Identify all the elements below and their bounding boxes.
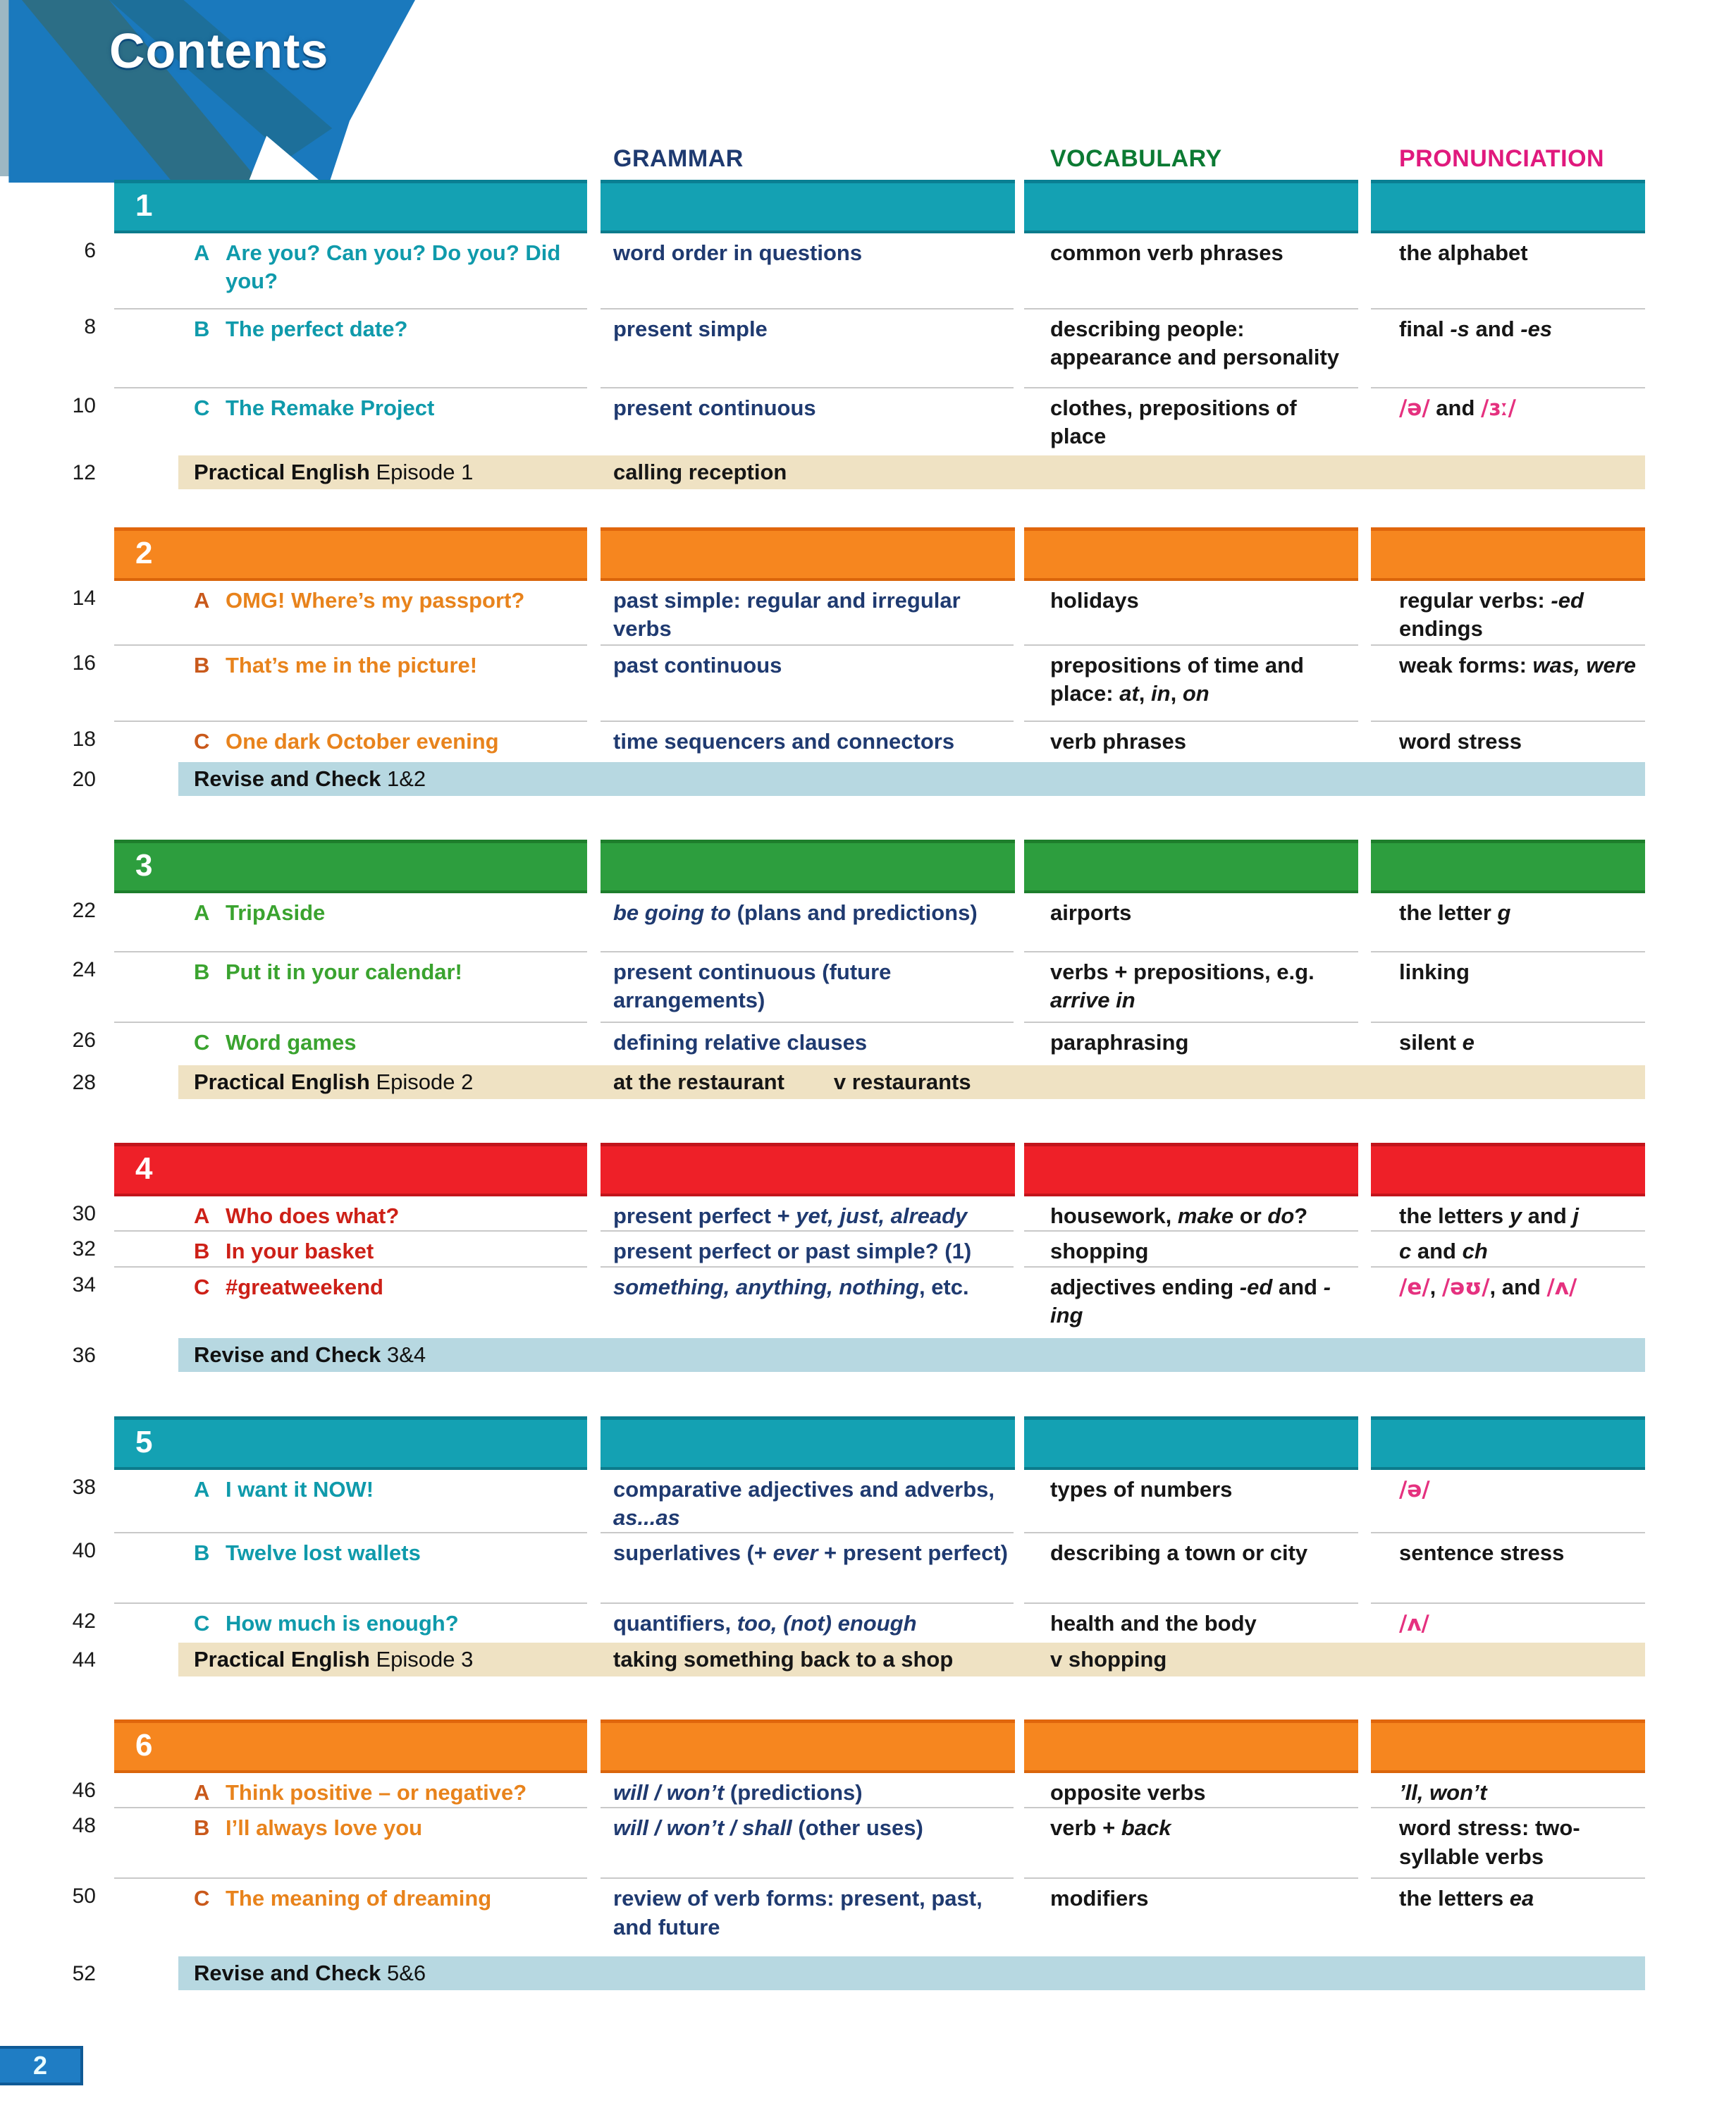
page-number: 28 xyxy=(72,1071,96,1094)
lesson-letter: A xyxy=(194,1203,210,1228)
revise-check-band xyxy=(178,1956,1645,1990)
lesson-row-1a xyxy=(42,233,1645,309)
unit-4-bar-pron-segment xyxy=(1371,1143,1645,1196)
pronunciation-cell: the letters y and j xyxy=(1371,1196,1645,1232)
lesson-row-2a xyxy=(42,581,1645,646)
lesson-title: Word games xyxy=(226,1030,357,1055)
contents-table xyxy=(42,67,1645,1990)
lesson-letter: B xyxy=(194,1239,210,1264)
pronunciation-cell: /e/, /əʊ/, and /ʌ/ xyxy=(1399,1274,1577,1300)
page-number: 14 xyxy=(72,587,96,610)
lesson-row-2c xyxy=(42,722,1645,762)
unit-1 xyxy=(42,180,1645,489)
vocabulary-cell: prepositions of time and place: at, in, on xyxy=(1024,646,1358,722)
lesson-title: OMG! Where’s my passport? xyxy=(226,588,525,613)
unit-6-bar-vocab-segment xyxy=(1024,1719,1358,1773)
lesson-letter: C xyxy=(194,729,210,754)
grammar-cell: present continuous xyxy=(613,396,816,420)
lesson-title-cell xyxy=(114,1879,587,1956)
lesson-row-5b xyxy=(42,1533,1645,1604)
page-number: 22 xyxy=(72,899,96,922)
band-label-rest: Episode 2 xyxy=(369,1069,474,1094)
lesson-letter: A xyxy=(194,1780,210,1806)
page-number: 42 xyxy=(72,1610,96,1633)
lesson-title-cell xyxy=(114,952,587,1023)
unit-1-bar-title-segment xyxy=(114,180,587,233)
page-number: 8 xyxy=(84,315,96,338)
unit-5-bar-grammar-segment xyxy=(601,1416,1015,1470)
grammar-cell: will / won’t / shall (other uses) xyxy=(601,1808,1014,1879)
lesson-title: The Remake Project xyxy=(226,396,435,420)
vocabulary-cell: adjectives ending -ed and -ing xyxy=(1050,1274,1331,1328)
lesson-row-6b xyxy=(42,1808,1645,1879)
band-grammar: at the restaurant v restaurants xyxy=(613,1069,971,1094)
revise-check-row-2 xyxy=(42,1338,1645,1372)
vocabulary-cell: verb + back xyxy=(1024,1808,1358,1879)
lesson-letter: A xyxy=(194,900,210,925)
grammar-column-header: GRAMMAR xyxy=(613,145,744,172)
band-label-rest: 5&6 xyxy=(381,1961,426,1986)
pronunciation-cell: /ʌ/ xyxy=(1399,1611,1429,1637)
lesson-row-3a xyxy=(42,893,1645,952)
lesson-row-1c xyxy=(42,388,1645,455)
lesson-title: The perfect date? xyxy=(226,317,408,341)
grammar-cell: defining relative clauses xyxy=(613,1030,868,1055)
lesson-title: Are you? Can you? Do you? Did you? xyxy=(226,240,561,294)
grammar-cell: time sequencers and connectors xyxy=(613,729,955,754)
unit-1-bar xyxy=(42,180,1645,233)
band-label-bold: Practical English xyxy=(194,1069,370,1094)
lesson-letter: A xyxy=(194,588,210,613)
pronunciation-cell: word stress: two-syllable verbs xyxy=(1371,1808,1645,1879)
vocabulary-cell: common verb phrases xyxy=(1024,233,1358,309)
pronunciation-cell: silent e xyxy=(1399,1030,1475,1055)
unit-2-bar-pron-segment xyxy=(1371,527,1645,581)
unit-3-bar-title-segment xyxy=(114,840,587,893)
band-grammar: taking something back to a shop xyxy=(613,1647,954,1672)
grammar-cell: present perfect + yet, just, already xyxy=(601,1196,1014,1232)
unit-4-bar-grammar-segment xyxy=(601,1143,1015,1196)
lesson-letter: A xyxy=(194,240,210,265)
page-number: 52 xyxy=(72,1962,96,1986)
page-number: 32 xyxy=(72,1237,96,1261)
lesson-title-cell xyxy=(114,1773,587,1808)
page-number: 6 xyxy=(84,239,96,262)
unit-4-bar-title-segment xyxy=(114,1143,587,1196)
unit-number: 4 xyxy=(135,1151,153,1186)
page-number: 24 xyxy=(72,958,96,981)
unit-5-bar-title-segment xyxy=(114,1416,587,1470)
lesson-row-6a xyxy=(42,1773,1645,1808)
lesson-row-5a xyxy=(42,1470,1645,1534)
lesson-row-5c xyxy=(42,1604,1645,1643)
practical-english-row-3 xyxy=(42,1643,1645,1676)
page-number: 20 xyxy=(72,768,96,791)
lesson-title-cell xyxy=(114,1470,587,1534)
grammar-cell: past continuous xyxy=(601,646,1014,722)
vocabulary-cell: shopping xyxy=(1024,1232,1358,1267)
unit-5-bar-pron-segment xyxy=(1371,1416,1645,1470)
lesson-title: TripAside xyxy=(226,900,326,925)
vocabulary-cell: clothes, prepositions of place xyxy=(1050,396,1297,449)
pronunciation-cell: the letter g xyxy=(1371,893,1645,952)
lesson-letter: B xyxy=(194,317,210,341)
unit-number: 6 xyxy=(135,1728,153,1763)
pronunciation-cell: /ə/ xyxy=(1371,1470,1645,1534)
unit-5-bar-vocab-segment xyxy=(1024,1416,1358,1470)
lesson-title: Twelve lost wallets xyxy=(226,1540,421,1566)
lesson-letter: C xyxy=(194,396,210,420)
page-number: 38 xyxy=(72,1475,96,1499)
unit-4-bar xyxy=(42,1143,1645,1196)
pronunciation-cell: final -s and -es xyxy=(1371,309,1645,388)
lesson-title-cell xyxy=(114,1533,587,1604)
vocabulary-cell: health and the body xyxy=(1050,1611,1257,1636)
pronunciation-cell: linking xyxy=(1371,952,1645,1023)
lesson-letter: B xyxy=(194,1815,210,1841)
unit-5 xyxy=(42,1416,1645,1677)
unit-1-bar-vocab-segment xyxy=(1024,180,1358,233)
band-label-bold: Revise and Check xyxy=(194,1961,381,1986)
page-number: 46 xyxy=(72,1779,96,1803)
pronunciation-cell: /ə/ and /ɜː/ xyxy=(1399,396,1516,421)
practical-english-row-2 xyxy=(42,1065,1645,1099)
lesson-title-cell xyxy=(114,581,587,646)
grammar-cell: will / won’t (predictions) xyxy=(601,1773,1014,1808)
page-number: 40 xyxy=(72,1539,96,1563)
page-number: 26 xyxy=(72,1029,96,1052)
lesson-title: In your basket xyxy=(226,1239,374,1264)
lesson-title: Think positive – or negative? xyxy=(226,1780,527,1806)
unit-6 xyxy=(42,1719,1645,1990)
grammar-cell: present perfect or past simple? (1) xyxy=(601,1232,1014,1267)
page-number: 34 xyxy=(72,1273,96,1296)
unit-4 xyxy=(42,1143,1645,1372)
vocabulary-cell: describing people: appearance and personality xyxy=(1024,309,1358,388)
lesson-title: Put it in your calendar! xyxy=(226,960,462,984)
pronunciation-column-header: PRONUNCIATION xyxy=(1399,145,1605,172)
band-grammar: calling reception xyxy=(613,460,787,484)
pronunciation-cell: sentence stress xyxy=(1371,1533,1645,1604)
unit-1-bar-pron-segment xyxy=(1371,180,1645,233)
revise-check-row-1 xyxy=(42,762,1645,796)
lesson-title-cell xyxy=(114,1232,587,1267)
page-number: 18 xyxy=(72,728,96,751)
vocabulary-cell: housework, make or do? xyxy=(1024,1196,1358,1232)
pronunciation-cell: the alphabet xyxy=(1371,233,1645,309)
band-label-rest: Episode 3 xyxy=(369,1647,474,1672)
lesson-title-cell xyxy=(114,1268,587,1338)
lesson-letter: C xyxy=(194,1274,210,1299)
unit-number: 3 xyxy=(135,848,153,883)
vocabulary-cell: describing a town or city xyxy=(1024,1533,1358,1604)
lesson-title: How much is enough? xyxy=(226,1611,459,1636)
band-label-bold: Revise and Check xyxy=(194,766,381,791)
unit-6-bar-title-segment xyxy=(114,1719,587,1773)
grammar-cell: present continuous (future arrangements) xyxy=(601,952,1014,1023)
grammar-cell: past simple: regular and irregular verbs xyxy=(601,581,1014,646)
lesson-letter: B xyxy=(194,1540,210,1566)
lesson-title-cell xyxy=(114,646,587,722)
lesson-row-3b xyxy=(42,952,1645,1023)
band-label-rest: 3&4 xyxy=(381,1342,426,1367)
grammar-cell: something, anything, nothing, etc. xyxy=(613,1274,969,1299)
lesson-title-cell xyxy=(114,1604,587,1643)
page-number: 36 xyxy=(72,1343,96,1367)
lesson-row-6c xyxy=(42,1879,1645,1956)
grammar-cell: superlatives (+ ever + present perfect) xyxy=(601,1533,1014,1604)
band-label-bold: Practical English xyxy=(194,460,370,484)
lesson-row-1b xyxy=(42,309,1645,388)
page-number: 30 xyxy=(72,1202,96,1225)
pronunciation-cell: ’ll, won’t xyxy=(1371,1773,1645,1808)
practical-english-band xyxy=(178,455,1645,489)
lesson-title: #greatweekend xyxy=(226,1274,383,1299)
grammar-cell: word order in questions xyxy=(601,233,1014,309)
practical-english-band xyxy=(178,1643,1645,1676)
pronunciation-cell: word stress xyxy=(1399,729,1522,754)
band-label-rest: Episode 1 xyxy=(369,460,474,484)
lesson-title-cell xyxy=(114,233,587,309)
lesson-letter: C xyxy=(194,1030,210,1055)
unit-6-bar xyxy=(42,1719,1645,1773)
practical-english-band xyxy=(178,1065,1645,1099)
band-label-rest: 1&2 xyxy=(381,766,426,791)
unit-number: 2 xyxy=(135,536,153,570)
unit-2-bar-vocab-segment xyxy=(1024,527,1358,581)
vocabulary-cell: types of numbers xyxy=(1024,1470,1358,1534)
lesson-letter: B xyxy=(194,653,210,678)
pronunciation-cell: weak forms: was, were xyxy=(1371,646,1645,722)
column-headers xyxy=(42,67,1645,180)
unit-number: 5 xyxy=(135,1424,153,1459)
page-number: 10 xyxy=(72,394,96,417)
page-number: 44 xyxy=(72,1648,96,1672)
page-number: 50 xyxy=(72,1884,96,1908)
page-title: Contents xyxy=(109,23,329,78)
grammar-cell: be going to (plans and predictions) xyxy=(601,893,1014,952)
vocabulary-cell: verb phrases xyxy=(1050,729,1186,754)
lesson-title-cell xyxy=(114,1196,587,1232)
lesson-title: One dark October evening xyxy=(226,729,499,754)
lesson-row-2b xyxy=(42,646,1645,722)
vocabulary-cell: airports xyxy=(1024,893,1358,952)
pronunciation-cell: regular verbs: -ed endings xyxy=(1371,581,1645,646)
unit-3-bar-vocab-segment xyxy=(1024,840,1358,893)
unit-3-bar xyxy=(42,840,1645,893)
page-number: 48 xyxy=(72,1814,96,1838)
lesson-title-cell xyxy=(114,309,587,388)
page-number: 12 xyxy=(72,461,96,484)
pronunciation-cell: c and ch xyxy=(1371,1232,1645,1267)
lesson-row-4a xyxy=(42,1196,1645,1232)
revise-check-band xyxy=(178,1338,1645,1372)
lesson-title: I’ll always love you xyxy=(226,1815,423,1841)
unit-2-bar-grammar-segment xyxy=(601,527,1015,581)
lesson-letter: B xyxy=(194,960,210,984)
lesson-title-cell xyxy=(114,722,587,762)
practical-english-row-1 xyxy=(42,455,1645,489)
unit-6-bar-pron-segment xyxy=(1371,1719,1645,1773)
lesson-row-4b xyxy=(42,1232,1645,1267)
unit-5-bar xyxy=(42,1416,1645,1470)
unit-3-bar-pron-segment xyxy=(1371,840,1645,893)
banner-side-strip xyxy=(0,0,10,176)
unit-1-bar-grammar-segment xyxy=(601,180,1015,233)
grammar-cell: review of verb forms: present, past, and future xyxy=(613,1886,983,1939)
vocabulary-cell: verbs + prepositions, e.g. arrive in xyxy=(1024,952,1358,1023)
revise-check-band xyxy=(178,762,1645,796)
lesson-row-3c xyxy=(42,1023,1645,1065)
band-label-bold: Practical English xyxy=(194,1647,370,1672)
vocabulary-column-header: VOCABULARY xyxy=(1050,145,1222,172)
lesson-letter: C xyxy=(194,1886,210,1911)
lesson-title: I want it NOW! xyxy=(226,1476,374,1502)
vocabulary-cell: modifiers xyxy=(1050,1886,1149,1911)
grammar-cell: quantifiers, too, (not) enough xyxy=(613,1611,917,1636)
unit-2 xyxy=(42,527,1645,796)
unit-3 xyxy=(42,840,1645,1099)
page-number: 16 xyxy=(72,651,96,675)
unit-4-bar-vocab-segment xyxy=(1024,1143,1358,1196)
lesson-title: The meaning of dreaming xyxy=(226,1886,492,1911)
lesson-title: That’s me in the picture! xyxy=(226,653,478,678)
lesson-letter: C xyxy=(194,1611,210,1636)
revise-check-row-3 xyxy=(42,1956,1645,1990)
lesson-title-cell xyxy=(114,1023,587,1065)
grammar-cell: present simple xyxy=(601,309,1014,388)
pronunciation-cell: the letters ea xyxy=(1399,1886,1534,1911)
lesson-title-cell xyxy=(114,1808,587,1879)
vocabulary-cell: opposite verbs xyxy=(1024,1773,1358,1808)
unit-3-bar-grammar-segment xyxy=(601,840,1015,893)
unit-2-bar xyxy=(42,527,1645,581)
unit-6-bar-grammar-segment xyxy=(601,1719,1015,1773)
band-vocabulary: v shopping xyxy=(1050,1647,1167,1672)
lesson-title-cell xyxy=(114,893,587,952)
unit-number: 1 xyxy=(135,188,153,223)
band-label-bold: Revise and Check xyxy=(194,1342,381,1367)
lesson-title: Who does what? xyxy=(226,1203,400,1228)
lesson-row-4c xyxy=(42,1268,1645,1338)
lesson-title-cell xyxy=(114,388,587,455)
vocabulary-cell: holidays xyxy=(1024,581,1358,646)
vocabulary-cell: paraphrasing xyxy=(1050,1030,1189,1055)
grammar-cell: comparative adjectives and adverbs, as...as xyxy=(601,1470,1014,1534)
unit-2-bar-title-segment xyxy=(114,527,587,581)
lesson-letter: A xyxy=(194,1476,210,1502)
page-number-badge: 2 xyxy=(0,2046,83,2085)
